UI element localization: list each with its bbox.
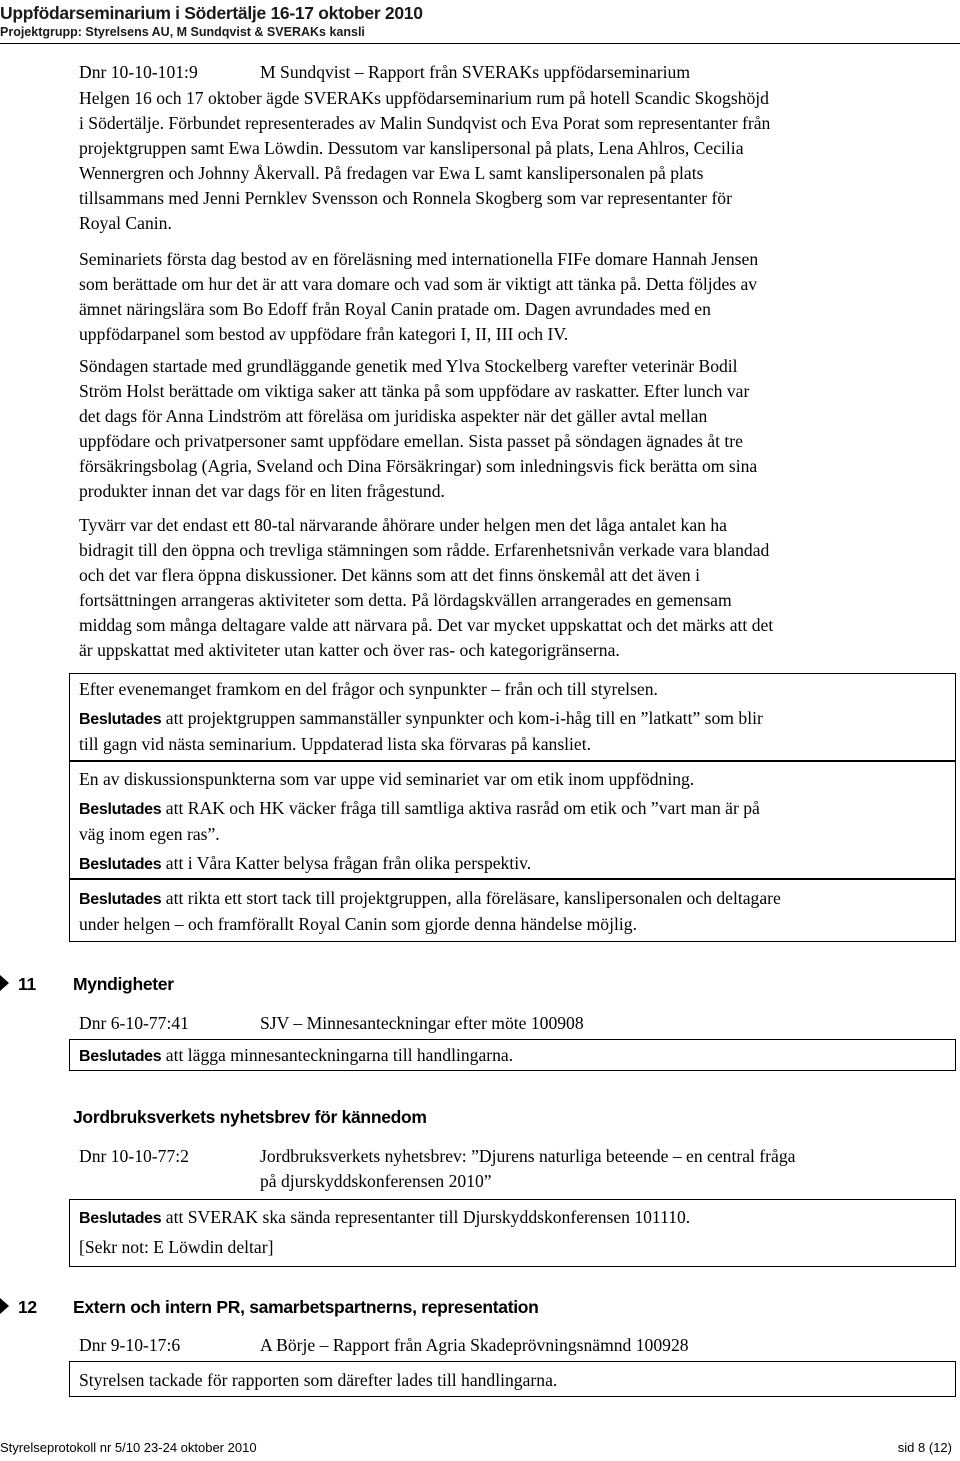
page-header [0, 3, 960, 41]
section-title: Extern och intern PR, samarbetspartnerns, representation [73, 1297, 539, 1317]
box-intro: En av diskussionspunkterna som var uppe vid seminariet var om etik inom uppfödning. [79, 769, 695, 789]
seminar-paragraph-2 [79, 247, 959, 347]
item-subject: SJV – Minnesanteckningar efter möte 100908 [260, 1013, 584, 1033]
header-title: Uppfödarseminarium i Södertälje 16-17 oktober 2010 [0, 3, 423, 23]
text-line: försäkringsbolag (Agria, Sveland och Dina Försäkringar) som inledningsvis fick berätta om sina [79, 456, 758, 476]
item-subject: A Börje – Rapport från Agria Skadeprövningsnämnd 100928 [260, 1335, 689, 1355]
header-subtitle: Projektgrupp: Styrelsens AU, M Sundqvist & SVERAKs kansli [0, 25, 365, 39]
decision-text: att RAK och HK väcker fråga till samtliga aktiva rasråd om etik och ”vart man är på [161, 798, 760, 818]
beslutades-label: Beslutades [79, 1210, 162, 1227]
text-line: Royal Canin. [79, 213, 172, 233]
beslutades-label: Beslutades [79, 1048, 162, 1065]
decision-line [79, 796, 955, 822]
secretary-note: [Sekr not: E Löwdin deltar] [79, 1237, 274, 1257]
decision-line [79, 706, 955, 732]
decision-line [79, 1205, 955, 1231]
section-number: 12 [18, 1297, 37, 1317]
text-line: produkter innan det var dags för en liten frågestund. [79, 481, 445, 501]
decision-text: att i Våra Katter belysa frågan från olika perspektiv. [161, 853, 532, 873]
decision-text: att SVERAK ska sända representanter till Djurskyddskonferensen 101110. [161, 1207, 691, 1227]
decision-box-3 [69, 879, 956, 942]
text-line: ämnet näringslära som Bo Edoff från Royal Canin pratade om. Dagen avrundades med en [79, 299, 711, 319]
section-11-heading [0, 972, 960, 996]
item-dnr: Dnr 10-10-77:2 [79, 1146, 189, 1166]
text-line: fortsättningen arrangeras aktiviteter som detta. På lördagskvällen arrangerades en gemensam [79, 590, 732, 610]
subject-line: Jordbruksverkets nyhetsbrev: ”Djurens naturliga beteende – en central fråga [260, 1146, 796, 1166]
item-subject [260, 1144, 960, 1194]
section-12-heading [0, 1295, 960, 1319]
text-line: Söndagen startade med grundläggande genetik med Ylva Stockelberg varefter veterinär Bodil [79, 356, 738, 376]
decision-text: att rikta ett stort tack till projektgruppen, alla föreläsare, kanslipersonalen och deltagare [161, 888, 781, 908]
arrow-right-icon [0, 975, 9, 991]
decision-box-5 [69, 1199, 956, 1267]
arrow-right-icon [0, 1298, 9, 1314]
decision-line [79, 1043, 955, 1069]
footer-document-ref: Styrelseprotokoll nr 5/10 23-24 oktober 2010 [0, 1440, 257, 1455]
subject-line: på djurskyddskonferensen 2010” [260, 1171, 492, 1191]
section-number: 11 [18, 974, 36, 994]
header-rule [0, 43, 960, 44]
box-intro: Efter evenemanget framkom en del frågor och synpunkter – från och till styrelsen. [79, 679, 658, 699]
text-line: bidragit till den öppna och trevliga stämningen som rådde. Erfarenhetsnivån verkade vara blandad [79, 540, 770, 560]
beslutades-label: Beslutades [79, 711, 162, 728]
text-line: Ström Holst berättade om viktiga saker att tänka på som uppfödare av raskatter. Efter lunch var [79, 381, 750, 401]
text-line: tillsammans med Jenni Pernklev Svensson och Ronnela Skogberg som var representanter för [79, 188, 732, 208]
text-line: Wennergren och Johnny Åkervall. På fredagen var Ewa L samt kanslipersonalen på plats [79, 163, 704, 183]
section-11-subheading: Jordbruksverkets nyhetsbrev för kännedom [73, 1107, 427, 1127]
beslutades-label: Beslutades [79, 856, 162, 873]
decision-box-6 [69, 1361, 956, 1397]
decision-line: under helgen – och framförallt Royal Canin som gjorde denna händelse möjlig. [79, 914, 637, 934]
text-line: Tyvärr var det endast ett 80-tal närvarande åhörare under helgen men det låga antalet kan ha [79, 515, 727, 535]
seminar-paragraph-4 [79, 513, 959, 663]
decision-line: väg inom egen ras”. [79, 824, 220, 844]
decision-text: att lägga minnesanteckningarna till handlingarna. [161, 1045, 514, 1065]
seminar-subject: M Sundqvist – Rapport från SVERAKs uppfödarseminarium [260, 62, 691, 82]
text-line: uppfödarpanel som bestod av uppfödare från kategori I, II, III och IV. [79, 324, 569, 344]
decision-line [79, 851, 955, 877]
text-line: och det var flera öppna diskussioner. Det känns som att det finns önskemål att det även i [79, 565, 701, 585]
decision-box-2 [69, 761, 956, 879]
text-line: middag som många deltagare valde att närvara på. Det var mycket uppskattat och det märks att det [79, 615, 774, 635]
footer-page-number: sid 8 (12) [897, 1440, 952, 1455]
text-line: i Södertälje. Förbundet representerades av Malin Sundqvist och Eva Porat som representanter från [79, 113, 771, 133]
text-line: Seminariets första dag bestod av en föreläsning med internationella FIFe domare Hannah Jensen [79, 249, 759, 269]
decision-line [79, 886, 955, 912]
text-line: är uppskattat med aktiviteter utan katter och över ras- och kategorigränserna. [79, 640, 620, 660]
text-line: Helgen 16 och 17 oktober ägde SVERAKs uppfödarseminarium rum på hotell Scandic Skogshöjd [79, 88, 769, 108]
item-dnr: Dnr 6-10-77:41 [79, 1013, 189, 1033]
text-line: uppfödare och privatpersoner samt uppfödare emellan. Sista passet på söndagen ägnades åt tre [79, 431, 743, 451]
decision-text: att projektgruppen sammanställer synpunkter och kom-i-håg till en ”latkatt” som blir [161, 708, 763, 728]
section-title: Myndigheter [73, 974, 174, 994]
text-line: det dags för Anna Lindström att föreläsa om juridiska aspekter när det gäller avtal mellan [79, 406, 708, 426]
text-line: projektgruppen samt Ewa Löwdin. Dessutom var kanslipersonal på plats, Lena Ahlros, Cecilia [79, 138, 744, 158]
beslutades-label: Beslutades [79, 801, 162, 818]
text-line: som berättade om hur det är att vara domare och vad som är viktigt att tänka på. Detta följdes av [79, 274, 758, 294]
decision-box-1 [69, 673, 956, 761]
decision-box-4 [69, 1039, 956, 1071]
item-dnr: Dnr 9-10-17:6 [79, 1335, 181, 1355]
seminar-paragraph-3 [79, 354, 959, 504]
decision-text: Styrelsen tackade för rapporten som därefter lades till handlingarna. [79, 1370, 558, 1390]
beslutades-label: Beslutades [79, 891, 162, 908]
seminar-paragraph-1 [79, 86, 959, 236]
decision-line: till gagn vid nästa seminarium. Uppdaterad lista ska förvaras på kansliet. [79, 734, 592, 754]
seminar-dnr: Dnr 10-10-101:9 [79, 62, 198, 82]
